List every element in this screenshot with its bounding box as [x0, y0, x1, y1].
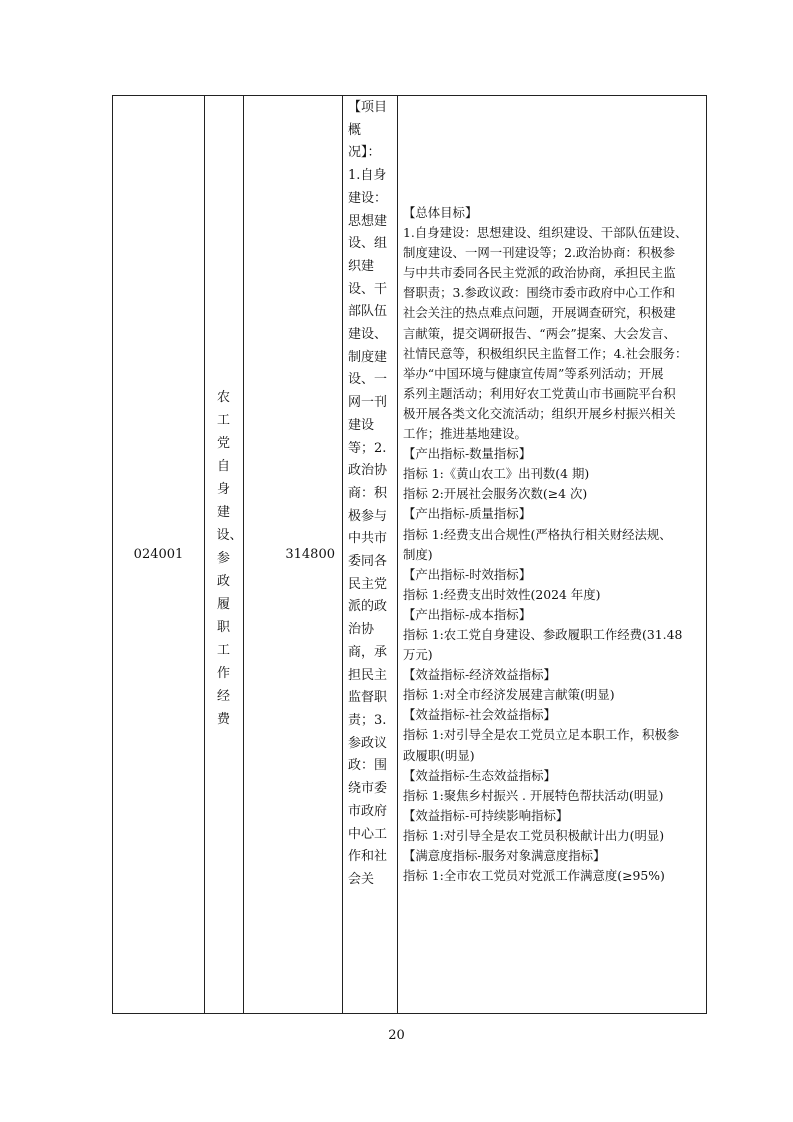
goal-line: 【总体目标】	[403, 205, 478, 220]
goal-line: 工作；推进基地建设。	[403, 426, 527, 442]
project-name: 农工党自身建设、参政履职工作经费	[216, 390, 243, 727]
goal-line: 言献策，提交调研报告、“两会”提案、大会发言、	[403, 325, 676, 341]
goal-line: 【效益指标-可持续影响指标】	[403, 807, 569, 823]
performance-goals	[403, 203, 705, 886]
project-overview-cell	[342, 96, 397, 1013]
goal-line: 政履职(明显)	[403, 747, 475, 763]
goal-line: 【效益指标-社会效益指标】	[403, 707, 556, 723]
goal-line: 制度建设、一网一刊建设等；2.政治协商：积极参	[403, 245, 676, 261]
goal-line: 指标 1:经费支出时效性(2024 年度)	[403, 586, 601, 602]
goal-line: 【满意度指标-服务对象满意度指标】	[403, 848, 606, 863]
goal-line: 指标 1:农工党自身建设、参政履职工作经费(31.48	[403, 626, 683, 642]
goal-line: 指标 1:聚焦乡村振兴 . 开展特色帮扶活动(明显)	[403, 787, 664, 803]
goal-line: 举办“中国环境与健康宣传周”等系列活动；开展	[403, 365, 664, 381]
goal-line: 制度)	[403, 546, 433, 562]
goal-line: 指标 1:对引导全是农工党员积极献计出力(明显)	[403, 827, 665, 843]
goal-line: 社情民意等，积极组织民主监督工作；4.社会服务：	[403, 345, 688, 361]
goal-line: 指标 1:经费支出合规性(严格执行相关财经法规、	[403, 526, 672, 542]
project-name-cell	[204, 96, 243, 1013]
project-amount	[243, 96, 340, 1013]
project-code	[113, 96, 204, 1013]
goal-line: 极开展各类文化交流活动；组织开展乡村振兴相关	[403, 405, 676, 421]
goal-line: 【产出指标-时效指标】	[403, 566, 532, 582]
goal-line: 【产出指标-成本指标】	[403, 606, 532, 622]
goal-line: 指标 1:全市农工党员对党派工作满意度(≥95%)	[403, 868, 665, 884]
goal-line: 【效益指标-生态效益指标】	[403, 767, 556, 783]
project-code-text: 024001	[133, 547, 184, 562]
goal-line: 指标 1:对全市经济发展建言献策(明显)	[403, 687, 615, 703]
goal-line: 与中共市委同各民主党派的政治协商，承担民主监	[403, 265, 676, 281]
goal-line: 指标 1:对引导全是农工党员立足本职工作，积极参	[403, 727, 680, 743]
goal-line: 万元)	[403, 647, 433, 663]
page-number: 20	[388, 1028, 405, 1043]
goal-line: 1.自身建设：思想建设、组织建设、干部队伍建设、	[403, 225, 688, 241]
goal-line: 指标 1:《黄山农工》出刊数(4 期)	[403, 466, 590, 482]
column-divider	[397, 96, 398, 1013]
project-amount-text: 314800	[285, 547, 335, 562]
project-table	[112, 95, 707, 1014]
project-overview: 【项目概况】：1.自身建设：思想建设、组织建设、干部队伍建设、制度建设、一网一刊建设等；2.政治协商：积极参与中共市委同各民主党派的政治协商，承担民主监督职责；3.参政议政：围绕市委市政府中心工作和社会关	[348, 100, 388, 887]
goal-line: 指标 2:开展社会服务次数(≥4 次)	[403, 486, 588, 502]
goal-line: 系列主题活动；利用好农工党黄山市书画院平台积	[403, 385, 676, 401]
goal-line: 【效益指标-经济效益指标】	[403, 667, 556, 683]
goal-line: 【产出指标-质量指标】	[403, 506, 532, 522]
goal-line: 【产出指标-数量指标】	[403, 446, 532, 462]
goal-line: 督职责；3.参政议政：围绕市委市政府中心工作和	[403, 285, 676, 301]
goal-line: 社会关注的热点难点问题，开展调查研究，积极建	[403, 305, 676, 321]
